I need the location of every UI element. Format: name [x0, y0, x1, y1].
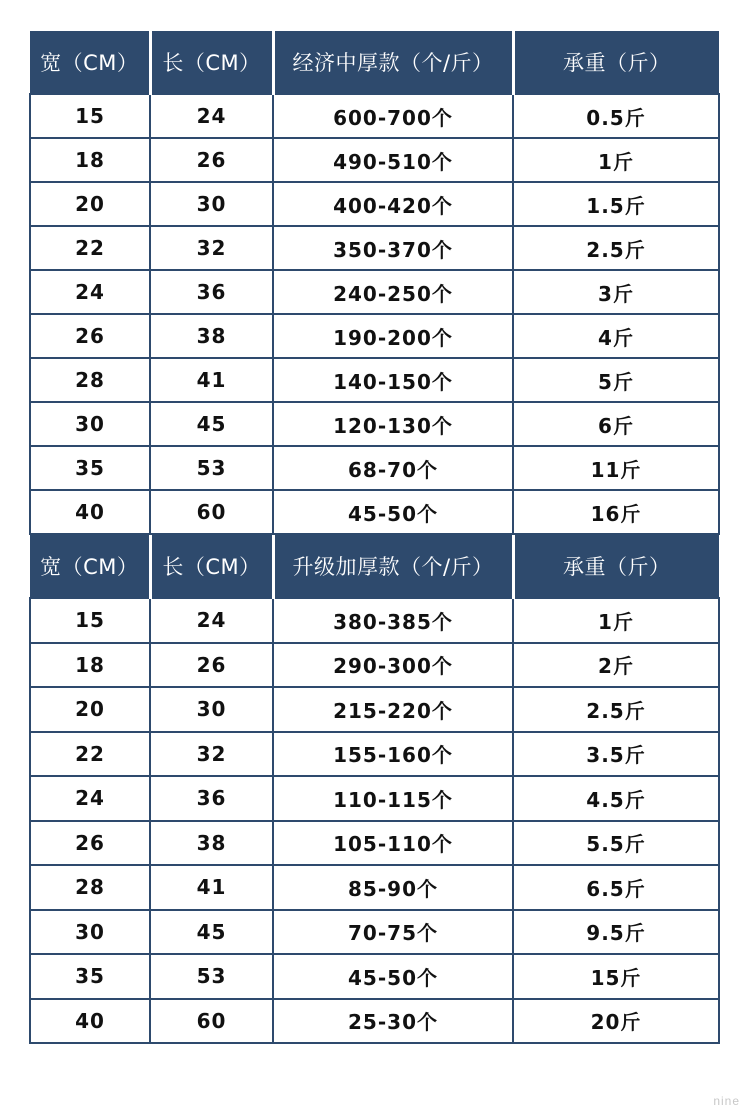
cell-count-per-jin: 380-385个 [273, 598, 513, 643]
table-row [30, 358, 719, 402]
cell-count-per-jin: 190-200个 [273, 314, 513, 358]
cell-load: 1.5斤 [513, 182, 719, 226]
cell-load: 0.5斤 [513, 94, 719, 138]
cell-count-per-jin: 85-90个 [273, 865, 513, 910]
cell-length: 41 [150, 358, 273, 402]
cell-load: 2斤 [513, 643, 719, 688]
header-length: 长（CM） [150, 31, 273, 94]
cell-width: 15 [30, 598, 150, 643]
cell-width: 24 [30, 776, 150, 821]
cell-load: 2.5斤 [513, 687, 719, 732]
table-row [30, 314, 719, 358]
cell-count-per-jin: 68-70个 [273, 446, 513, 490]
cell-length: 41 [150, 865, 273, 910]
cell-count-per-jin: 350-370个 [273, 226, 513, 270]
cell-length: 26 [150, 138, 273, 182]
cell-width: 40 [30, 999, 150, 1044]
cell-load: 6.5斤 [513, 865, 719, 910]
table-row [30, 94, 719, 138]
cell-count-per-jin: 400-420个 [273, 182, 513, 226]
cell-load: 1斤 [513, 138, 719, 182]
table-row [30, 687, 719, 732]
size-spec-sheet [29, 31, 718, 1044]
cell-load: 5.5斤 [513, 821, 719, 866]
header-load: 承重（斤） [513, 31, 719, 94]
table-header-row [30, 535, 719, 598]
table-row [30, 865, 719, 910]
cell-load: 9.5斤 [513, 910, 719, 955]
header-width: 宽（CM） [30, 31, 150, 94]
header-load: 承重（斤） [513, 535, 719, 598]
cell-length: 45 [150, 402, 273, 446]
table-row [30, 821, 719, 866]
cell-load: 4.5斤 [513, 776, 719, 821]
header-count-per-jin: 升级加厚款（个/斤） [273, 535, 513, 598]
cell-width: 26 [30, 821, 150, 866]
cell-count-per-jin: 45-50个 [273, 954, 513, 999]
header-count-per-jin: 经济中厚款（个/斤） [273, 31, 513, 94]
cell-load: 3.5斤 [513, 732, 719, 777]
cell-length: 30 [150, 687, 273, 732]
cell-width: 26 [30, 314, 150, 358]
cell-width: 35 [30, 954, 150, 999]
cell-count-per-jin: 600-700个 [273, 94, 513, 138]
table-row [30, 138, 719, 182]
cell-width: 28 [30, 358, 150, 402]
cell-length: 32 [150, 226, 273, 270]
cell-load: 20斤 [513, 999, 719, 1044]
table-row [30, 732, 719, 777]
cell-width: 28 [30, 865, 150, 910]
cell-load: 2.5斤 [513, 226, 719, 270]
cell-count-per-jin: 490-510个 [273, 138, 513, 182]
table-row [30, 490, 719, 534]
cell-width: 30 [30, 402, 150, 446]
cell-length: 26 [150, 643, 273, 688]
cell-width: 20 [30, 182, 150, 226]
cell-load: 16斤 [513, 490, 719, 534]
cell-count-per-jin: 25-30个 [273, 999, 513, 1044]
cell-length: 53 [150, 446, 273, 490]
table-row [30, 999, 719, 1044]
cell-count-per-jin: 105-110个 [273, 821, 513, 866]
cell-width: 22 [30, 226, 150, 270]
table-row [30, 954, 719, 999]
cell-width: 18 [30, 138, 150, 182]
table-row [30, 446, 719, 490]
cell-length: 30 [150, 182, 273, 226]
cell-width: 22 [30, 732, 150, 777]
cell-length: 38 [150, 314, 273, 358]
cell-count-per-jin: 120-130个 [273, 402, 513, 446]
table-row [30, 910, 719, 955]
cell-length: 24 [150, 94, 273, 138]
watermark: nine [713, 1094, 740, 1108]
cell-count-per-jin: 240-250个 [273, 270, 513, 314]
cell-count-per-jin: 45-50个 [273, 490, 513, 534]
cell-width: 30 [30, 910, 150, 955]
table-header-row [30, 31, 719, 94]
cell-load: 15斤 [513, 954, 719, 999]
cell-width: 24 [30, 270, 150, 314]
cell-count-per-jin: 290-300个 [273, 643, 513, 688]
cell-length: 60 [150, 490, 273, 534]
cell-length: 36 [150, 776, 273, 821]
cell-load: 4斤 [513, 314, 719, 358]
table-row [30, 402, 719, 446]
header-width: 宽（CM） [30, 535, 150, 598]
table-row [30, 270, 719, 314]
table-row [30, 182, 719, 226]
cell-width: 18 [30, 643, 150, 688]
cell-length: 38 [150, 821, 273, 866]
cell-width: 35 [30, 446, 150, 490]
cell-length: 60 [150, 999, 273, 1044]
cell-width: 15 [30, 94, 150, 138]
table-row [30, 226, 719, 270]
table-row [30, 776, 719, 821]
table-row [30, 598, 719, 643]
cell-count-per-jin: 110-115个 [273, 776, 513, 821]
cell-length: 45 [150, 910, 273, 955]
cell-width: 40 [30, 490, 150, 534]
cell-load: 6斤 [513, 402, 719, 446]
cell-load: 11斤 [513, 446, 719, 490]
cell-width: 20 [30, 687, 150, 732]
cell-load: 1斤 [513, 598, 719, 643]
economy-spec-table [29, 31, 720, 535]
cell-load: 5斤 [513, 358, 719, 402]
cell-load: 3斤 [513, 270, 719, 314]
cell-count-per-jin: 215-220个 [273, 687, 513, 732]
cell-count-per-jin: 140-150个 [273, 358, 513, 402]
cell-length: 32 [150, 732, 273, 777]
upgraded-spec-table [29, 535, 720, 1044]
cell-length: 24 [150, 598, 273, 643]
cell-length: 53 [150, 954, 273, 999]
cell-length: 36 [150, 270, 273, 314]
header-length: 长（CM） [150, 535, 273, 598]
cell-count-per-jin: 70-75个 [273, 910, 513, 955]
table-row [30, 643, 719, 688]
cell-count-per-jin: 155-160个 [273, 732, 513, 777]
